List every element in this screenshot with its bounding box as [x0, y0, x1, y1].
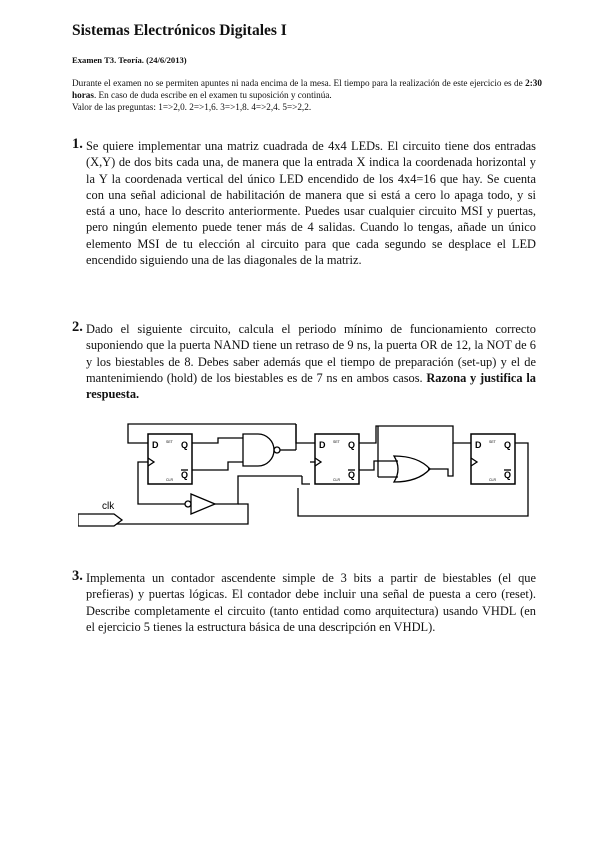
nand-gate	[243, 434, 280, 466]
circuit-diagram	[78, 412, 538, 532]
question-1-text: Se quiere implementar una matriz cuadrada de 4x4 LEDs. El circuito tiene dos entradas (X,Y) de dos bits cada una, de manera que la entrada X indica la coordenada horizontal y la Y la coordenada vertical del único LED encendido de los 4x4=16 que hay. Se cuenta con una señal adicional de habilitación de manera que si está a cero lo apaga todo, y si está a uno, hace lo descrito anteriormente. Puedes usar cualquier circuito MSI y puertas, pero ningún elemento puede tener más de 4 salidas. Cuando lo tengas, añade un único elemento MSI de tu elección al circuito para que cada segundo se desplace el LED encendido siguiendo una de las diagonales de la matriz.	[86, 139, 536, 268]
flip-flop-3	[471, 434, 515, 484]
flip-flop-1	[148, 434, 192, 484]
question-2-bold: Razona y justifica la respuesta.	[86, 370, 536, 402]
question-1-number: 1.	[72, 136, 83, 152]
or-gate	[394, 456, 430, 482]
question-1	[72, 138, 536, 268]
ff3-d-label: D	[475, 440, 482, 450]
clock-label: clk	[102, 501, 115, 512]
wires	[78, 424, 528, 524]
ff2-qn-label: Q	[348, 470, 356, 480]
flip-flop-2	[315, 434, 359, 484]
question-2-text	[86, 321, 536, 402]
ff1-qn-label: Q	[181, 470, 189, 480]
page-title: Sistemas Electrónicos Digitales I	[72, 22, 287, 39]
intro-text-end: . En caso de duda escribe en el examen tu suposición y continúa.	[93, 90, 332, 101]
question-2-number: 2.	[72, 319, 83, 335]
question-3	[72, 570, 536, 635]
question-2	[72, 321, 536, 402]
intro-block	[72, 77, 542, 114]
ff3-set-label: SET	[489, 440, 496, 444]
not-gate	[185, 494, 215, 514]
ff2-q-label: Q	[348, 440, 356, 450]
intro-text: Durante el examen no se permiten apuntes ni nada encima de la mesa. El tiempo para la realización de este ejercicio es de	[72, 78, 526, 88]
intro-time: 2:30 horas	[72, 78, 542, 101]
exam-subtitle: Examen T3. Teoría. (24/6/2013)	[72, 55, 187, 65]
ff1-q-label: Q	[181, 440, 189, 450]
ff2-set-label: SET	[333, 440, 340, 444]
question-3-number: 3.	[72, 568, 83, 584]
ff1-d-label: D	[152, 440, 159, 450]
question-values: Valor de las preguntas: 1=>2,0. 2=>1,6. 3=>1,8. 4=>2,4. 5=>2,2.	[72, 102, 312, 113]
question-2-body: Dado el siguiente circuito, calcula el periodo mínimo de funcionamiento correcto suponiendo que la puerta NAND tiene un retraso de 9 ns, la puerta OR de 12, la NOT de 6 y los biestables de 8. Debes saber además que el tiempo de preparación (set-up) y el de mantenimiendo (hold) de los biestables es de 7 ns en ambos casos.	[86, 322, 536, 385]
ff3-qn-label: Q	[504, 470, 512, 480]
question-3-text: Implementa un contador ascendente simple de 3 bits a partir de biestables (el que prefieras) y puertas lógicas. El contador debe incluir una señal de puesta a cero (reset). Describe completamente el circuito (tanto entidad como arquitectura) usando VHDL (en el ejercicio 5 tienes la estructura básica de una descripción en VHDL).	[86, 571, 536, 634]
clock-input	[78, 501, 122, 526]
ff1-clr-label: CLR	[166, 478, 174, 482]
ff2-d-label: D	[319, 440, 326, 450]
ff3-clr-label: CLR	[489, 478, 497, 482]
ff1-set-label: SET	[166, 440, 173, 444]
ff2-clr-label: CLR	[333, 478, 341, 482]
ff3-q-label: Q	[504, 440, 512, 450]
